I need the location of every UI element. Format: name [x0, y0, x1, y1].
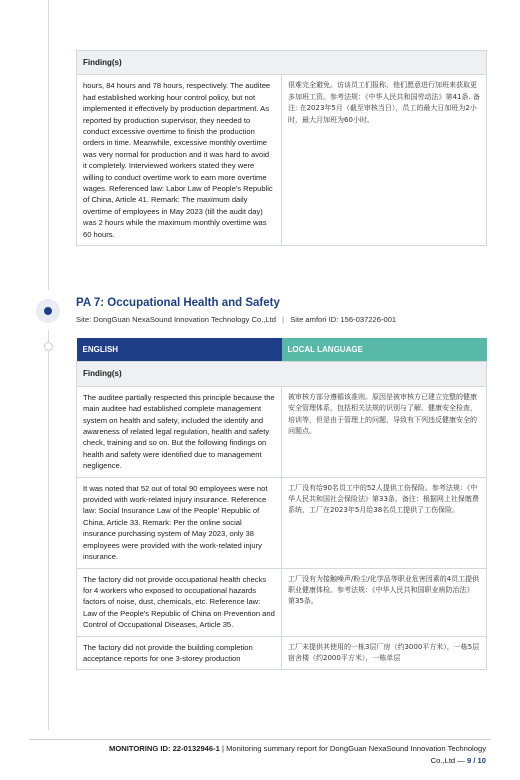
- findings-table: [76, 338, 487, 670]
- english-cell: It was noted that 52 out of total 90 employees were not provided with work-related injury insurance. Reference law: Social Insurance Law of the People' Republic of China, Article 33. Remark: Per the online social insurance purchasing system of May 2023, only 38 employees were provided with the work-related injury insurance.: [77, 477, 282, 568]
- column-header-local-language: LOCAL LANGUAGE: [282, 338, 487, 362]
- finding-header: Finding(s): [77, 362, 487, 386]
- timeline-line-top: [48, 0, 49, 290]
- timeline-line-bottom: [48, 330, 49, 730]
- finding-header-row: [77, 51, 487, 75]
- local-language-cell: 工厂没有给90名员工中的52人提供工伤保险。参考法规：《中华人民共和国社会保险法》第33条。备注：根据网上社保缴费系统，工厂在2023年5月给38名员工提供了工伤保险。: [282, 477, 487, 568]
- english-cell: hours, 84 hours and 78 hours, respectively. The auditee had established working hour control policy, but not implemented it effectively by production department. As reported by production supervisor, they needed to conduct excessive overtime to finish the production orders in time. Meanwhile, excessive monthly overtime was very normal for production and it was hard to avoid it completely. Interviewed workers stated they were willing to conduct overtime work to earn more overtime wages. Referenced law: Labor Law of People's Republic of China, Article 41. Remark: The maximum daily overtime of employees in May 2023 (till the audit day) was 2 hours while the maximum monthly overtime was 60 hours.: [77, 75, 282, 246]
- footer-divider: [30, 739, 490, 740]
- report-summary-title: Monitoring summary report for DongGuan NexaSound Innovation Technology: [226, 744, 486, 753]
- table-row: [77, 636, 487, 670]
- footer-line-2: [0, 755, 486, 767]
- findings-table-continued: [76, 50, 487, 246]
- footer-separator: |: [222, 744, 224, 753]
- section-title: PA 7: Occupational Health and Safety: [76, 297, 280, 309]
- table-row: [77, 568, 487, 636]
- table-header-row: [77, 338, 487, 362]
- site-info: [76, 315, 396, 324]
- finding-header: Finding(s): [77, 51, 487, 75]
- local-language-cell: 被审核方部分遵循该准则。原因是被审核方已建立完整的健康安全管理体系，包括相关法规的识别与了解，健康安全检查，培训等，但是由于管理上的问题，导致有下列违反健康安全的问题点。: [282, 386, 487, 477]
- english-cell: The factory did not provide occupational health checks for 4 workers who exposed to occupational hazards factors of noise, dust, chemicals, etc. Reference law: Law of the People's Republic of China on Prevention and Control of Occupational Diseases, Article 35.: [77, 568, 282, 636]
- english-cell: The auditee partially respected this principle because the main auditee had established complete management system on health and safety, included the identify and awareness of related legal regulation, health and safety check, training and so on. But the following findings on health and safety were identified due to management negligence.: [77, 386, 282, 477]
- finding-header-row: [77, 362, 487, 386]
- column-header-english: ENGLISH: [77, 338, 282, 362]
- table-row: [77, 75, 487, 246]
- local-language-cell: 工厂没有为接触噪声/粉尘/化学品等职业危害因素的4员工提供职业健康体检。参考法规：《中华人民共和国职业病防治法》第35条。: [282, 568, 487, 636]
- report-summary-title-cont: Co.,Ltd: [430, 756, 456, 765]
- monitoring-id: MONITORING ID: 22-0132946-1: [109, 744, 220, 753]
- table-row: [77, 386, 487, 477]
- timeline-dot-icon: [44, 342, 53, 351]
- site-name: Site: DongGuan NexaSound Innovation Technology Co.,Ltd: [76, 315, 276, 324]
- section-marker-icon: [36, 299, 60, 323]
- local-language-cell: 很难完全避免。访谈员工们报称，他们愿意进行加班来获取更多加班工资。参考法规：《中华人民共和国劳动法》第41条. 备注: 在2023年5月（截至审核当日），员工的最大日加班为2小时，最大月加班为60小时。: [282, 75, 487, 246]
- local-language-cell: 工厂未提供其使用的一栋3层厂房（约3000平方米），一栋5层宿舍楼（约2000平方米），一栋单层: [282, 636, 487, 670]
- page-number: 9 / 10: [467, 756, 486, 765]
- english-cell: The factory did not provide the building completion acceptance reports for one 3-storey production: [77, 636, 282, 670]
- table-row: [77, 477, 487, 568]
- footer-line-1: [0, 743, 486, 755]
- site-amfori-id: Site amfori ID: 156-037226-001: [290, 315, 397, 324]
- footer-dash: —: [457, 756, 465, 765]
- page-footer: [0, 743, 486, 767]
- site-separator: |: [282, 315, 285, 324]
